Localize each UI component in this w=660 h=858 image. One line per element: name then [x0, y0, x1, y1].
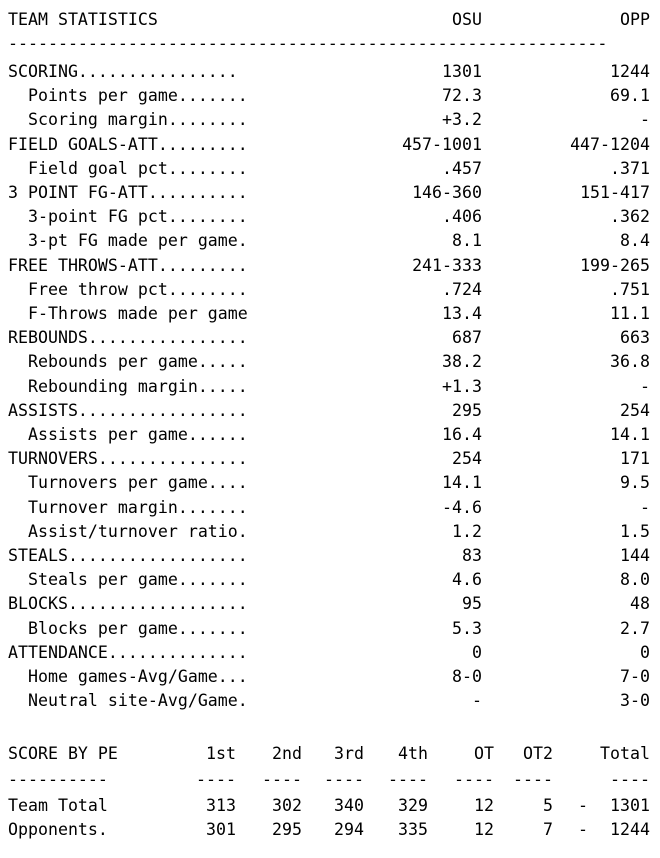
- period-cell: ----: [262, 770, 302, 789]
- period-dash-row: [8, 768, 658, 792]
- stat-value-osu: 1301: [442, 62, 482, 81]
- stat-row: [8, 544, 650, 568]
- stat-row: [8, 520, 650, 544]
- period-cell: ----: [324, 770, 364, 789]
- period-row: [8, 818, 658, 842]
- stat-value-opp: 48: [630, 594, 650, 614]
- stat-value-opp: 1244: [610, 62, 650, 81]
- stat-label: Rebounds per game.....: [8, 352, 248, 372]
- stat-value-osu: -4.6: [442, 497, 482, 517]
- stat-row: [8, 302, 650, 326]
- stat-value-opp: 151-417: [580, 183, 650, 202]
- stat-row: [8, 254, 650, 278]
- stat-label: Assist/turnover ratio.: [8, 521, 248, 541]
- stat-value-opp: 2.7: [620, 618, 650, 638]
- period-cell: 294: [334, 820, 364, 839]
- period-cell: 4th: [398, 744, 428, 763]
- stat-value-opp: .751: [610, 279, 650, 299]
- stat-label: 3-point FG pct........: [8, 207, 248, 227]
- column-header-opp: OPP: [620, 10, 650, 29]
- stat-value-osu: 16.4: [442, 425, 482, 444]
- period-cell: 329: [398, 796, 428, 815]
- stat-row: [8, 181, 650, 205]
- period-cell: 295: [272, 820, 302, 839]
- stat-value-opp: 0: [640, 642, 650, 662]
- stat-label: Blocks per game.......: [8, 618, 248, 638]
- period-header-row: [8, 742, 658, 766]
- stat-row: [8, 229, 650, 253]
- stat-value-opp: 8.4: [620, 231, 650, 251]
- stat-value-osu: 95: [462, 594, 482, 614]
- stats-title: TEAM STATISTICS: [8, 10, 158, 29]
- stat-row: [8, 399, 650, 423]
- period-cell: 302: [272, 796, 302, 815]
- stat-row: [8, 592, 650, 616]
- stat-value-opp: -: [640, 497, 650, 517]
- header-rule: ------------------------------------------------------------: [8, 34, 608, 53]
- period-cell: ----: [513, 770, 553, 789]
- stat-label: Scoring margin........: [8, 110, 248, 130]
- stat-row: [8, 350, 650, 374]
- stat-label: FREE THROWS-ATT.........: [8, 255, 248, 275]
- stat-label: FIELD GOALS-ATT.........: [8, 134, 248, 154]
- period-cell: 1301: [610, 796, 650, 815]
- period-cell: ----: [610, 770, 650, 789]
- stats-header: [8, 8, 650, 32]
- period-cell: 3rd: [334, 744, 364, 763]
- stat-value-opp: .362: [610, 207, 650, 227]
- stat-value-osu: 5.3: [452, 618, 482, 638]
- stat-label: REBOUNDS................: [8, 328, 248, 348]
- period-cell: 335: [398, 820, 428, 839]
- stat-value-opp: .371: [610, 158, 650, 178]
- stat-value-osu: 295: [452, 400, 482, 420]
- stat-value-osu: -: [472, 691, 482, 711]
- stat-value-opp: 663: [620, 328, 650, 348]
- stat-row: [8, 496, 650, 520]
- stat-row: [8, 108, 650, 132]
- stat-value-osu: 687: [452, 328, 482, 348]
- stat-value-osu: 241-333: [412, 255, 482, 275]
- stat-label: STEALS..................: [8, 546, 248, 565]
- period-row-label: Opponents.: [8, 820, 108, 839]
- stat-value-opp: 171: [620, 449, 650, 469]
- stat-value-osu: 72.3: [442, 86, 482, 106]
- stat-value-osu: .457: [442, 158, 482, 178]
- period-separator: -: [578, 796, 588, 815]
- stat-label: Rebounding margin.....: [8, 376, 248, 396]
- stat-label: F-Throws made per game: [8, 304, 248, 323]
- period-cell: 7: [543, 820, 553, 839]
- stat-row: [8, 157, 650, 181]
- stat-row: [8, 568, 650, 592]
- stat-row: [8, 133, 650, 157]
- stat-value-osu: 83: [462, 546, 482, 565]
- stat-value-osu: +1.3: [442, 376, 482, 396]
- stat-label: Steals per game.......: [8, 570, 248, 590]
- stat-label: Turnovers per game....: [8, 473, 248, 493]
- stat-value-opp: 9.5: [620, 473, 650, 493]
- period-cell: ----: [388, 770, 428, 789]
- stat-value-osu: 38.2: [442, 352, 482, 372]
- stat-value-opp: 3-0: [620, 691, 650, 711]
- stat-value-osu: 254: [452, 449, 482, 469]
- period-cell: 1st: [206, 744, 236, 763]
- stat-label: TURNOVERS...............: [8, 449, 248, 469]
- stat-label: 3 POINT FG-ATT..........: [8, 183, 248, 202]
- stat-label: Turnover margin.......: [8, 497, 248, 517]
- period-row: [8, 794, 658, 818]
- stat-label: Neutral site-Avg/Game.: [8, 691, 248, 711]
- period-cell: 301: [206, 820, 236, 839]
- stat-row: [8, 471, 650, 495]
- stat-row: [8, 205, 650, 229]
- stat-value-osu: 14.1: [442, 473, 482, 493]
- stat-label: Points per game.......: [8, 86, 248, 106]
- period-cell: 340: [334, 796, 364, 815]
- stat-label: Free throw pct........: [8, 279, 248, 299]
- stat-row: [8, 689, 650, 713]
- stat-value-osu: 0: [472, 642, 482, 662]
- period-row-label: SCORE BY PE: [8, 744, 118, 763]
- stat-row: [8, 278, 650, 302]
- period-cell: 313: [206, 796, 236, 815]
- stat-label: ASSISTS.................: [8, 400, 248, 420]
- stat-row: [8, 641, 650, 665]
- stat-value-opp: 14.1: [610, 425, 650, 444]
- period-separator: -: [578, 820, 588, 839]
- stat-row: [8, 84, 650, 108]
- stat-row: [8, 423, 650, 447]
- stat-value-opp: 69.1: [610, 86, 650, 106]
- period-cell: ----: [196, 770, 236, 789]
- stat-label: Field goal pct........: [8, 158, 248, 178]
- stat-value-opp: 8.0: [620, 570, 650, 590]
- period-cell: 5: [543, 796, 553, 815]
- period-cell: 12: [474, 820, 494, 839]
- period-row-label: ----------: [8, 770, 108, 789]
- stat-value-opp: -: [640, 110, 650, 130]
- stat-row: [8, 60, 650, 84]
- stat-value-osu: +3.2: [442, 110, 482, 130]
- period-cell: ----: [454, 770, 494, 789]
- period-cell: 2nd: [272, 744, 302, 763]
- stat-value-osu: 457-1001: [402, 134, 482, 154]
- stat-value-osu: 1.2: [452, 521, 482, 541]
- stat-row: [8, 665, 650, 689]
- stat-value-osu: 8.1: [452, 231, 482, 251]
- stat-row: [8, 375, 650, 399]
- stat-value-osu: .724: [442, 279, 482, 299]
- stat-value-osu: 146-360: [412, 183, 482, 202]
- stat-label: ATTENDANCE..............: [8, 642, 248, 662]
- stat-value-osu: 13.4: [442, 304, 482, 323]
- stat-label: BLOCKS..................: [8, 594, 248, 614]
- stat-row: [8, 326, 650, 350]
- stat-value-osu: .406: [442, 207, 482, 227]
- stat-label: 3-pt FG made per game.: [8, 231, 248, 251]
- stat-value-osu: 8-0: [452, 667, 482, 686]
- stat-row: [8, 447, 650, 471]
- period-cell: OT2: [523, 744, 553, 763]
- period-row-label: Team Total: [8, 796, 108, 815]
- stat-label: Home games-Avg/Game...: [8, 667, 248, 686]
- stat-value-opp: 7-0: [620, 667, 650, 686]
- period-cell: 12: [474, 796, 494, 815]
- period-cell: Total: [600, 744, 650, 763]
- stat-value-opp: 199-265: [580, 255, 650, 275]
- stat-value-opp: 1.5: [620, 521, 650, 541]
- stat-value-opp: 11.1: [610, 304, 650, 323]
- period-cell: OT: [474, 744, 494, 763]
- stat-value-opp: 144: [620, 546, 650, 565]
- stat-label: SCORING................: [8, 62, 238, 81]
- stat-value-opp: 254: [620, 400, 650, 420]
- column-header-osu: OSU: [452, 10, 482, 29]
- period-cell: 1244: [610, 820, 650, 839]
- stat-value-opp: -: [640, 376, 650, 396]
- stat-value-opp: 447-1204: [570, 134, 650, 154]
- stat-value-opp: 36.8: [610, 352, 650, 372]
- stat-label: Assists per game......: [8, 425, 248, 444]
- stat-row: [8, 617, 650, 641]
- stat-value-osu: 4.6: [452, 570, 482, 590]
